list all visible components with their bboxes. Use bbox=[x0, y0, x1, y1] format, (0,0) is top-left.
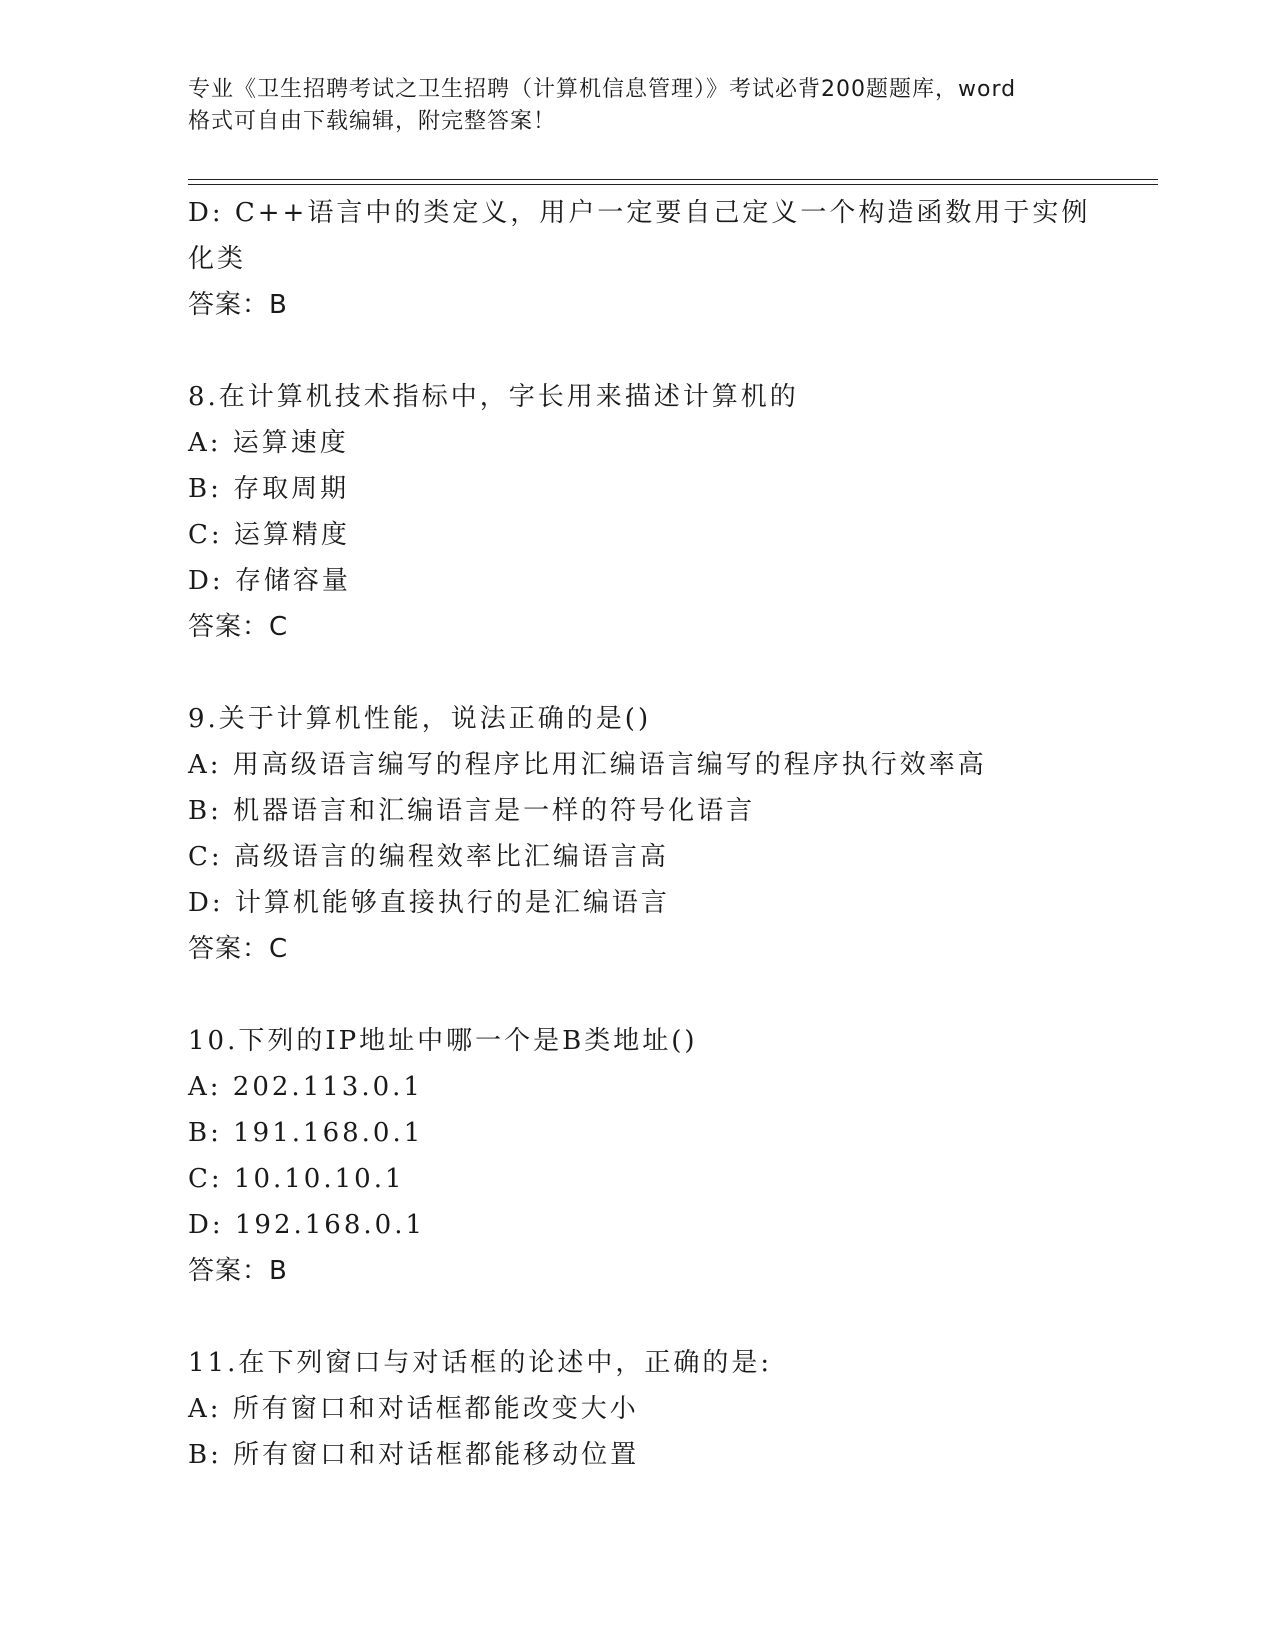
option-b: B: 机器语言和汇编语言是一样的符号化语言 bbox=[188, 796, 756, 826]
option-c: C: 10.10.10.1 bbox=[188, 1164, 405, 1194]
question-text: 8.在计算机技术指标中，字长用来描述计算机的 bbox=[188, 382, 799, 412]
question-list bbox=[188, 190, 1091, 1478]
document-header bbox=[188, 74, 1088, 138]
question-text: 10.下列的IP地址中哪一个是B类地址() bbox=[188, 1026, 698, 1056]
spacer bbox=[188, 328, 1088, 374]
spacer bbox=[188, 972, 1088, 1018]
option-c: C: 高级语言的编程效率比汇编语言高 bbox=[188, 842, 669, 872]
option-b: B: 191.168.0.1 bbox=[188, 1118, 424, 1148]
answer: 答案：B bbox=[188, 1256, 288, 1286]
option-b: B: 所有窗口和对话框都能移动位置 bbox=[188, 1440, 640, 1470]
question-9 bbox=[188, 696, 1088, 972]
answer: 答案：C bbox=[188, 612, 289, 642]
question-10 bbox=[188, 1018, 1088, 1294]
answer: 答案：B bbox=[188, 290, 288, 320]
spacer bbox=[188, 650, 1088, 696]
header-rule-top bbox=[188, 179, 1158, 180]
header-line-1: 专业《卫生招聘考试之卫生招聘（计算机信息管理）》考试必背200题题库，word bbox=[188, 77, 1017, 102]
option-d: D: 192.168.0.1 bbox=[188, 1210, 425, 1240]
option-a: A: 用高级语言编写的程序比用汇编语言编写的程序执行效率高 bbox=[188, 750, 987, 780]
answer: 答案：C bbox=[188, 934, 289, 964]
header-line-2: 格式可自由下载编辑，附完整答案！ bbox=[188, 109, 557, 134]
spacer bbox=[188, 1294, 1088, 1340]
option-d-line-1: D: C++语言中的类定义，用户一定要自己定义一个构造函数用于实例 bbox=[188, 198, 1091, 228]
option-b: B: 存取周期 bbox=[188, 474, 350, 504]
option-a: A: 运算速度 bbox=[188, 428, 349, 458]
question-text: 11.在下列窗口与对话框的论述中，正确的是: bbox=[188, 1348, 773, 1378]
option-d: D: 存储容量 bbox=[188, 566, 351, 596]
option-d: D: 计算机能够直接执行的是汇编语言 bbox=[188, 888, 670, 918]
option-a: A: 202.113.0.1 bbox=[188, 1072, 423, 1102]
header-rule-bottom bbox=[188, 184, 1158, 185]
question-11 bbox=[188, 1340, 1088, 1478]
question-7-tail bbox=[188, 190, 1091, 328]
question-text: 9.关于计算机性能，说法正确的是() bbox=[188, 704, 652, 734]
question-8 bbox=[188, 374, 1088, 650]
option-a: A: 所有窗口和对话框都能改变大小 bbox=[188, 1394, 639, 1424]
option-d-line-2: 化类 bbox=[188, 244, 247, 274]
option-c: C: 运算精度 bbox=[188, 520, 350, 550]
